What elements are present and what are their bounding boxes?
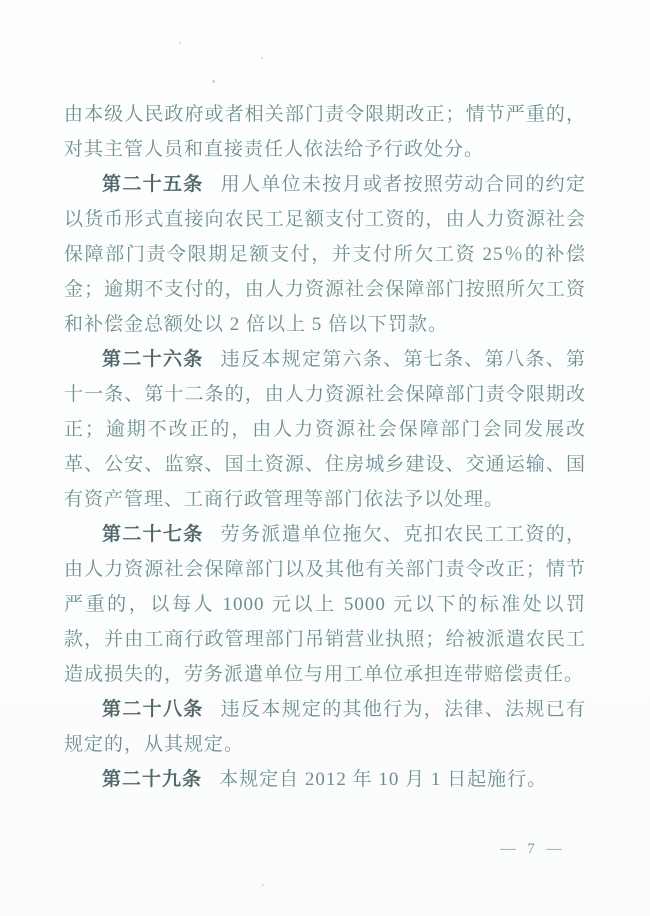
paragraph-continuation: 由本级人民政府或者相关部门责令限期改正；情节严重的，对其主管人员和直接责任人依法给予行政处分。: [64, 104, 586, 160]
scan-speck: [179, 42, 181, 44]
article-28-text: 违反本规定的其他行为，法律、法规已有规定的，从其规定。: [64, 699, 586, 755]
article-28-heading: 第二十八条: [102, 699, 204, 720]
document-body: [64, 97, 586, 797]
article-26-text: 违反本规定第六条、第七条、第八条、第十一条、第十二条的，由人力资源社会保障部门责令限期改正；逾期不改正的，由人力资源社会保障部门会同发展改革、公安、监察、国土资源、住房城乡建设、交通运输、国有资产管理、工商行政管理等部门依法予以处理。: [64, 349, 586, 510]
page-number: — 7 —: [500, 841, 566, 857]
scan-speck: [212, 80, 215, 83]
paragraph-article-26: [64, 342, 586, 517]
article-25-text: 用人单位未按月或者按照劳动合同的约定以货币形式直接向农民工足额支付工资的，由人力资源社会保障部门责令限期足额支付，并支付所欠工资 25％的补偿金；逾期不支付的，由人力资源社会保障部门按照所欠工资和补偿金总额处以 2 倍以上 5 倍以下罚款。: [64, 174, 586, 335]
paragraph-article-27: [64, 517, 586, 692]
paragraph-article-25: [64, 167, 586, 342]
article-26-heading: 第二十六条: [102, 349, 204, 370]
scan-speck: [262, 884, 264, 886]
paragraph-article-29: [64, 762, 586, 797]
paragraph-article-28: [64, 692, 586, 762]
article-29-heading: 第二十九条: [102, 769, 203, 790]
article-29-text: 本规定自 2012 年 10 月 1 日起施行。: [219, 769, 548, 790]
scan-speck: [261, 57, 263, 59]
article-27-heading: 第二十七条: [102, 524, 204, 545]
article-25-heading: 第二十五条: [102, 174, 204, 195]
article-27-text: 劳务派遣单位拖欠、克扣农民工工资的，由人力资源社会保障部门以及其他有关部门责令改正；情节严重的，以每人 1000 元以上 5000 元以下的标准处以罚款，并由工商行政管理部门吊销营业执照；给被派遣农民工造成损失的，劳务派遣单位与用工单位承担连带赔偿责任。: [64, 524, 586, 685]
